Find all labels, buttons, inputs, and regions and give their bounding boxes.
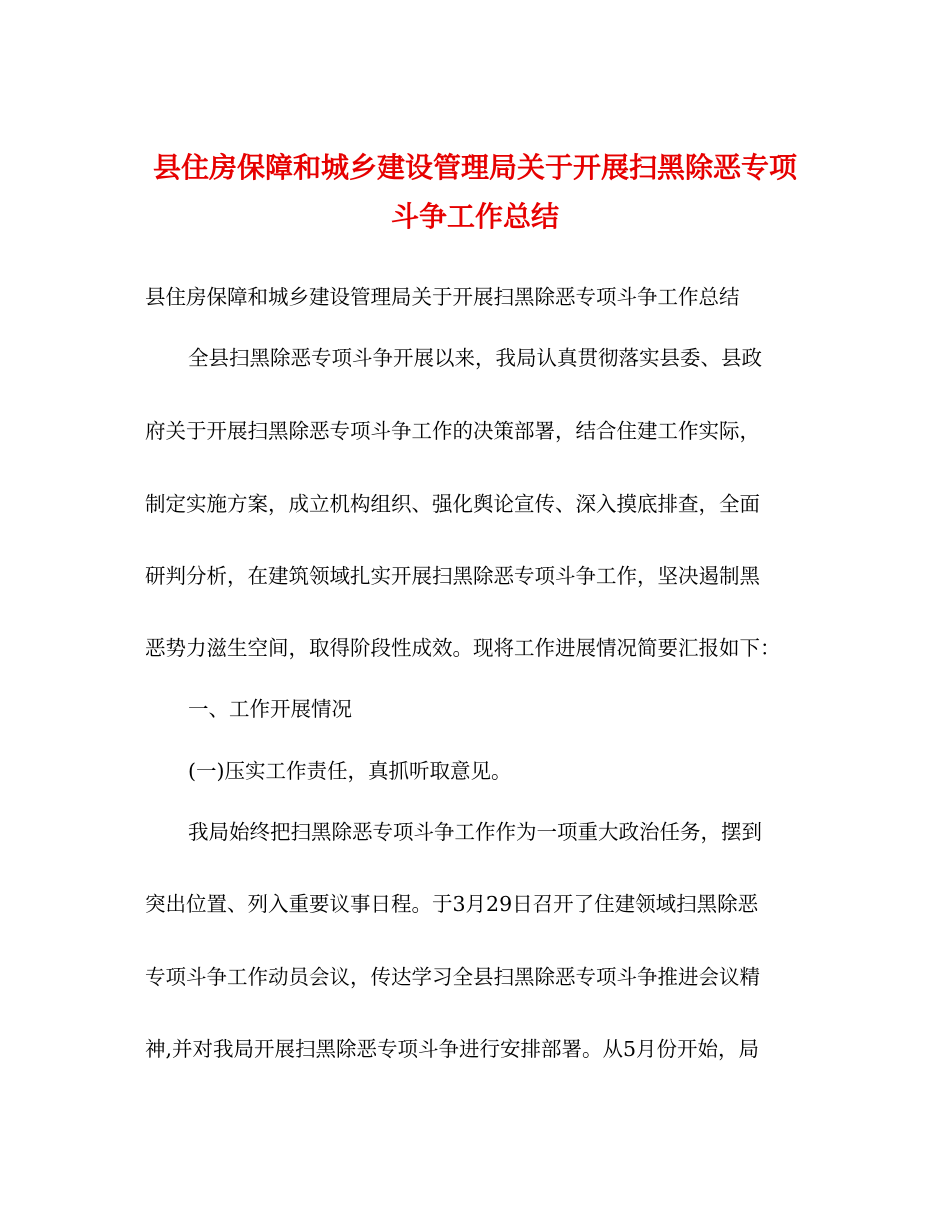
paragraph1-line-1: 全县扫黑除恶专项斗争开展以来，我局认真贯彻落实县委、县政 [188,346,762,370]
document-subtitle: 县住房保障和城乡建设管理局关于开展扫黑除恶专项斗争工作总结 [145,285,740,309]
subsection-heading: (一)压实工作责任，真抓听取意见。 [188,759,512,783]
paragraph1-line-5: 恶势力滋生空间，取得阶段性成效。现将工作进展情况简要汇报如下： [145,636,781,660]
paragraph1-line-2: 府关于开展扫黑除恶专项斗争工作的决策部署，结合住建工作实际， [145,419,760,443]
section-heading: 一、工作开展情况 [188,697,352,721]
paragraph2-line-1: 我局始终把扫黑除恶专项斗争工作作为一项重大政治任务，摆到 [188,820,762,844]
document-title-line-1: 县住房保障和城乡建设管理局关于开展扫黑除恶专项 [152,151,797,184]
paragraph2-line-2: 突出位置、列入重要议事日程。于3月29日召开了住建领域扫黑除恶 [145,892,759,916]
document-title-line-2: 斗争工作总结 [390,200,559,233]
paragraph2-line-3: 专项斗争工作动员会议，传达学习全县扫黑除恶专项斗争推进会议精 [145,965,760,989]
paragraph2-line-4: 神,并对我局开展扫黑除恶专项斗争进行安排部署。从5月份开始，局 [145,1037,760,1061]
paragraph1-line-4: 研判分析，在建筑领域扎实开展扫黑除恶专项斗争工作，坚决遏制黑 [145,564,760,588]
paragraph1-line-3: 制定实施方案，成立机构组织、强化舆论宣传、深入摸底排查，全面 [145,492,760,516]
